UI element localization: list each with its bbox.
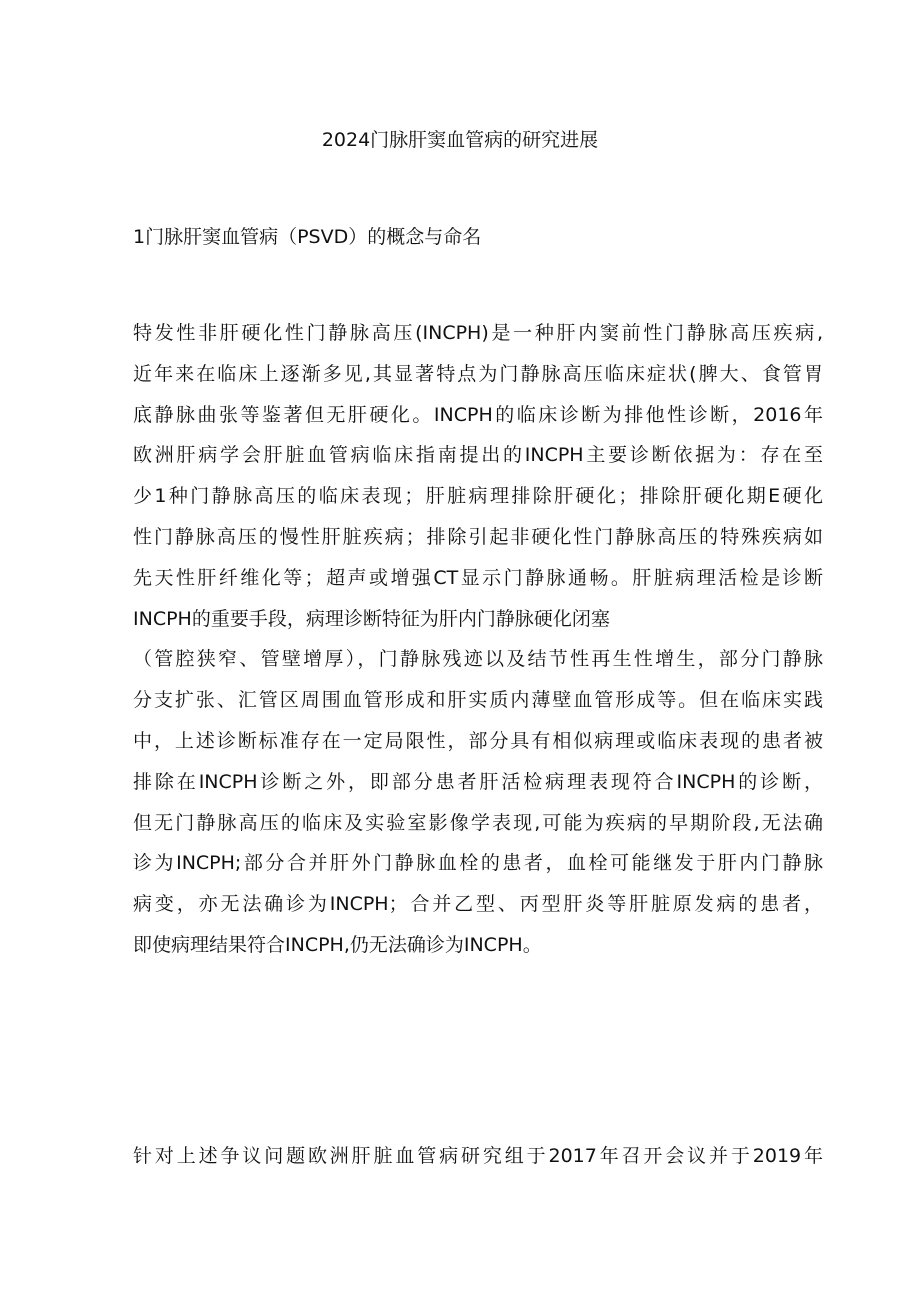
paragraph-line: 诊为INCPH;部分合并肝外门静脉血栓的患者，血栓可能继发于肝内门静脉 [133, 852, 823, 875]
section-heading: 1门脉肝窦血管病（PSVD）的概念与命名 [133, 226, 482, 248]
paragraph-line: 近年来在临床上逐渐多见,其显著特点为门静脉高压临床症状(脾大、食管胃 [133, 362, 823, 385]
paragraph-line: 中，上述诊断标准存在一定局限性，部分具有相似病理或临床表现的患者被 [133, 729, 823, 752]
paragraph-line: 即使病理结果符合INCPH,仍无法确诊为INCPH。 [133, 933, 542, 956]
paragraph-line: INCPH的重要手段，病理诊断特征为肝内门静脉硬化闭塞 [133, 607, 610, 630]
paragraph-line: 少1种门静脉高压的临床表现；肝脏病理排除肝硬化；排除肝硬化期E硬化 [133, 485, 823, 508]
paragraph-2 [133, 1136, 823, 1177]
paragraph-line: 排除在INCPH诊断之外，即部分患者肝活检病理表现符合INCPH的诊断， [133, 770, 823, 793]
paragraph-line: 底静脉曲张等鉴著但无肝硬化。INCPH的临床诊断为排他性诊断，2016年 [133, 403, 823, 426]
paragraph-line: 但无门静脉高压的临床及实验室影像学表现,可能为疾病的早期阶段,无法确 [133, 811, 823, 834]
paragraph-line: 病变，亦无法确诊为INCPH；合并乙型、丙型肝炎等肝脏原发病的患者， [133, 893, 823, 916]
paragraph-line: 欧洲肝病学会肝脏血管病临床指南提出的INCPH主要诊断依据为：存在至 [133, 444, 823, 467]
document-title: 2024门脉肝窦血管病的研究进展 [321, 129, 599, 151]
paragraph-line: 特发性非肝硬化性门静脉高压(INCPH)是一种肝内窦前性门静脉高压疾病, [133, 322, 823, 344]
paragraph-1 [133, 313, 823, 966]
paragraph-line: 先天性肝纤维化等；超声或增强CT显示门静脉通畅。肝脏病理活检是诊断 [133, 566, 823, 589]
paragraph-line: 分支扩张、汇管区周围血管形成和肝实质内薄壁血管形成等。但在临床实践 [133, 689, 823, 712]
paragraph-line: 性门静脉高压的慢性肝脏疾病；排除引起非硬化性门静脉高压的特殊疾病如 [133, 525, 823, 548]
paragraph-line: 针对上述争议问题欧洲肝脏血管病研究组于2017年召开会议并于2019年 [133, 1145, 823, 1167]
paragraph-line: （管腔狭窄、管壁增厚），门静脉残迹以及结节性再生性增生，部分门静脉 [133, 648, 823, 671]
